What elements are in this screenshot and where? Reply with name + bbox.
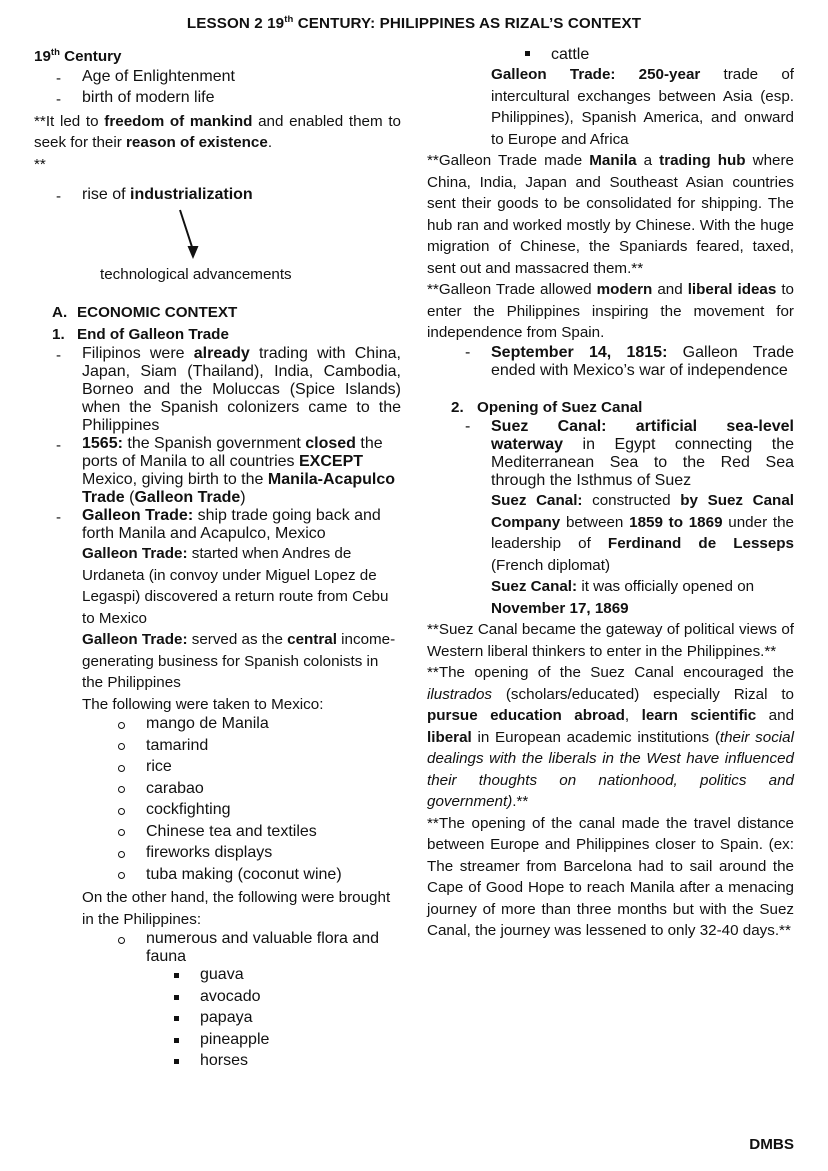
list-item-label: cockfighting [146, 801, 231, 819]
bold-run: Manila [589, 152, 637, 170]
bold-run: Suez Canal: artificial sea-level waterway [491, 418, 794, 454]
bold-run: Suez Canal: [491, 492, 583, 510]
list-item-label [491, 418, 794, 490]
arrow-diagram [34, 208, 401, 264]
paragraph-suez-constructed [427, 490, 794, 576]
bold-run: September 14, 1815: [491, 343, 668, 361]
section-marker: 1. [52, 325, 65, 343]
text-run: , [624, 707, 642, 725]
text-run: the ports of Manila to all countries [82, 435, 383, 471]
text-run: in European academic institutions ( [471, 728, 720, 746]
bold-run: November 17, 1869 [491, 599, 629, 617]
dash-bullet-icon: - [56, 437, 62, 455]
list-item [34, 68, 401, 90]
section-heading-2 [427, 397, 794, 419]
text-run: started when Andres de Urdaneta (in convoy under Miguel Lopez de Legaspi) discovered a return route from Cebu to Mexico [82, 545, 389, 627]
list-item-label: carabao [146, 779, 204, 797]
section-marker: 2. [451, 398, 464, 416]
list-item [34, 844, 401, 866]
list-item [34, 1009, 401, 1031]
bold-run: learn scientific [641, 707, 757, 725]
section-marker: A. [52, 304, 68, 322]
bold-run: Galleon Trade [134, 489, 241, 507]
list-item-label: numerous and valuable flora and fauna [146, 930, 380, 966]
list-item-label [82, 435, 401, 507]
bold-run: 1565: [82, 435, 123, 453]
square-bullet-icon [174, 1031, 200, 1053]
list-item-september-1815 [427, 344, 794, 380]
bold-run: pursue education abroad [427, 707, 625, 725]
circle-bullet-icon [118, 930, 146, 966]
down-arrow-icon [172, 206, 212, 264]
right-column [427, 46, 794, 942]
list-item [34, 966, 401, 988]
text-run: and [756, 707, 795, 725]
list-item-industrialization [34, 186, 401, 208]
list-item-flora-fauna [34, 930, 401, 966]
square-bullet-icon [174, 1052, 200, 1074]
title-prefix: LESSON 2 19 [186, 15, 285, 33]
list-item [34, 1031, 401, 1053]
list-item [34, 823, 401, 845]
paragraph-suez-opened [427, 576, 794, 619]
list-item-label: papaya [200, 1009, 253, 1027]
text-run: trade of intercultural exchanges between Asia (esp. Philippines), Spanish America, and onward to Europe and Africa [491, 66, 794, 148]
italic-run: their social dealings with the liberals in the West have influenced their thoughts on nationhood, politics and government) [427, 728, 794, 811]
list-item-cattle [427, 46, 794, 64]
dash-bullet-icon: - [465, 343, 471, 361]
text-run: Filipinos were [82, 345, 194, 363]
heading-century-word: Century [59, 48, 122, 66]
text-run: **Galleon Trade made [427, 152, 590, 170]
bold-run: Galleon Trade: 250-year [491, 66, 701, 84]
list-item-filipinos [34, 345, 401, 435]
text-run: it was officially opened on [577, 578, 755, 596]
bold-run: EXCEPT [299, 453, 364, 471]
title-suffix: CENTURY: PHILIPPINES AS RIZAL’S CONTEXT [293, 15, 642, 33]
bold-run: 1859 to 1869 [629, 513, 723, 531]
text-run: under the leadership of [491, 513, 794, 553]
text-run: Galleon Trade ended with Mexico’s war of independence [491, 343, 795, 379]
text-run: served as the [187, 631, 288, 649]
paragraph-galleon-250-year [427, 64, 794, 150]
heading-century-number: 19 [34, 48, 51, 66]
list-item-label: Chinese tea and textiles [146, 822, 317, 840]
bold-run: Galleon Trade: [82, 507, 194, 525]
section-heading-1 [34, 324, 401, 346]
dash-bullet-icon: - [56, 91, 62, 109]
bold-run: already [193, 345, 250, 363]
circle-bullet-icon [118, 866, 146, 888]
text-run: trading with China, Japan, Siam (Thailand), India, Cambodia, Borneo and the Moluccas (Spice Islands) when the Spanish colonizers came to the Philippines [82, 345, 401, 435]
text-run: ) [240, 489, 246, 507]
dash-bullet-icon: - [56, 509, 62, 527]
note-trading-hub [427, 150, 794, 279]
section-label: End of Galleon Trade [77, 325, 229, 343]
list-item-suez-definition [427, 418, 794, 490]
bold-run: by Suez Canal Company [491, 492, 794, 531]
list-item [34, 715, 401, 737]
bold-run: modern [596, 281, 653, 299]
note-text: **It led to [34, 112, 105, 130]
circle-bullet-icon [118, 780, 146, 802]
square-bullet-icon [174, 966, 200, 988]
note-bold: freedom of mankind [104, 112, 253, 130]
square-bullet-icon [525, 46, 551, 64]
bold-run: Manila-Acapulco Trade [82, 471, 396, 507]
dash-bullet-icon: - [465, 418, 471, 436]
list-item-label [82, 507, 401, 543]
text-run: **The opening of the Suez Canal encouraged the [427, 664, 794, 682]
title-superscript: th [284, 14, 294, 25]
list-item [34, 1052, 401, 1074]
dash-bullet-icon: - [56, 69, 62, 87]
list-item [34, 89, 401, 111]
text-run: where China, India, Japan and Southeast Asian countries sent their goods to be consolidated for shipping. The hub ran and worked mostly by Chinese. With the huge migration of Chinese, the Spaniards feared, taxed, sent out and massacred them.** [427, 152, 794, 277]
bold-run: trading hub [659, 152, 746, 170]
paragraph-galleon-started [34, 543, 401, 629]
page-footer: DMBS [749, 1136, 794, 1153]
bold-run: Galleon Trade: [82, 631, 188, 649]
text-run: a [636, 152, 660, 170]
list-item-label: Age of Enlightenment [82, 67, 235, 85]
section-heading-a [34, 302, 401, 324]
list-item [34, 737, 401, 759]
bold-run: liberal [427, 728, 472, 746]
text-run: **Galleon Trade allowed [427, 281, 597, 299]
text-run: income-generating business for Spanish colonists in the Philippines [82, 631, 396, 692]
list-item-label: mango de Manila [146, 715, 269, 733]
list-item [34, 988, 401, 1010]
list-item-label: guava [200, 966, 244, 984]
note-bold: reason of existence [126, 134, 268, 152]
circle-bullet-icon [118, 737, 146, 759]
list-item [34, 866, 401, 888]
circle-bullet-icon [118, 715, 146, 737]
section-label: ECONOMIC CONTEXT [77, 304, 238, 322]
square-bullet-icon [174, 988, 200, 1010]
list-item-label: rice [146, 758, 172, 776]
note-enlightenment-closer: ** [34, 155, 46, 173]
list-item-label [491, 344, 794, 380]
list-item [34, 758, 401, 780]
arrow-target-label: technological advancements [100, 265, 292, 283]
bold-run: liberal ideas [687, 281, 777, 299]
text-run: the Spanish government [122, 435, 306, 453]
text-run: .** [512, 793, 529, 811]
note-text: . [267, 134, 273, 152]
two-column-body [34, 46, 794, 1074]
note-ilustrados [427, 662, 794, 813]
list-item-label: fireworks displays [146, 844, 273, 862]
heading-century-sup: th [50, 47, 60, 59]
note-text: and enabled them to seek for their [34, 112, 401, 152]
text-run: (scholars/educated) especially Rizal to [492, 685, 794, 703]
note-gateway: **Suez Canal became the gateway of political views of Western liberal thinkers to enter in the Philippines.** [427, 621, 794, 660]
list-item-label: tuba making (coconut wine) [146, 865, 342, 883]
page-title [34, 14, 794, 32]
square-bullet-icon [174, 1009, 200, 1031]
list-item-label [82, 345, 401, 435]
list-item-galleon-ship [34, 507, 401, 543]
circle-bullet-icon [118, 844, 146, 866]
circle-bullet-icon [118, 801, 146, 823]
bold-run: closed [305, 435, 356, 453]
list-item-label: avocado [200, 987, 261, 1005]
paragraph-taken-to-mexico: The following were taken to Mexico: [82, 695, 324, 713]
text-run: in Egypt connecting the Mediterranean Sea to the Red Sea through the Isthmus of Suez [491, 436, 794, 490]
note-modern-liberal-ideas [427, 279, 794, 344]
circle-bullet-icon [118, 758, 146, 780]
list-item-label: horses [200, 1052, 249, 1070]
paragraph-brought-in: On the other hand, the following were brought in the Philippines: [82, 889, 391, 928]
circle-bullet-icon [118, 823, 146, 845]
list-item-bold: industrialization [130, 186, 253, 204]
text-run: Mexico, giving birth to the [82, 471, 268, 489]
left-column [34, 46, 401, 1074]
list-item-text: rise of [82, 186, 131, 204]
note-enlightenment [34, 111, 401, 154]
text-run: to enter the Philippines inspiring the movement for independence from Spain. [427, 281, 795, 342]
text-run: (French diplomat) [491, 556, 611, 574]
heading-19th-century [34, 46, 401, 68]
paragraph-galleon-central [34, 629, 401, 694]
italic-run: ilustrados [427, 685, 492, 703]
bold-run: Ferdinand de Lesseps [607, 535, 795, 553]
bold-run: Suez Canal: [491, 578, 578, 596]
text-run: ( [124, 489, 135, 507]
text-run: and [652, 281, 688, 299]
list-item-label [82, 186, 401, 208]
list-item-label: pineapple [200, 1030, 270, 1048]
section-label: Opening of Suez Canal [477, 398, 643, 416]
text-run: between [560, 513, 630, 531]
dash-bullet-icon: - [56, 347, 62, 365]
list-item [34, 801, 401, 823]
text-run: ship trade going back and forth Manila and Acapulco, Mexico [82, 507, 381, 543]
list-item [34, 780, 401, 802]
list-item-label: tamarind [146, 736, 209, 754]
list-item-1565 [34, 435, 401, 507]
list-item-label: birth of modern life [82, 89, 215, 107]
bold-run: Galleon Trade: [82, 545, 188, 563]
list-item-label: cattle [551, 46, 590, 64]
bold-run: central [287, 631, 337, 649]
note-travel-distance: **The opening of the canal made the travel distance between Europe and Philippines closer to Spain. (ex: The streamer from Barcelona had to sail around the Cape of Good Hope to reach Manila after a menacing journey of more than three months but with the Suez Canal, the journey was lessened to only 32-40 days.** [427, 814, 794, 940]
dash-bullet-icon: - [56, 188, 62, 206]
text-run: constructed [582, 492, 681, 510]
